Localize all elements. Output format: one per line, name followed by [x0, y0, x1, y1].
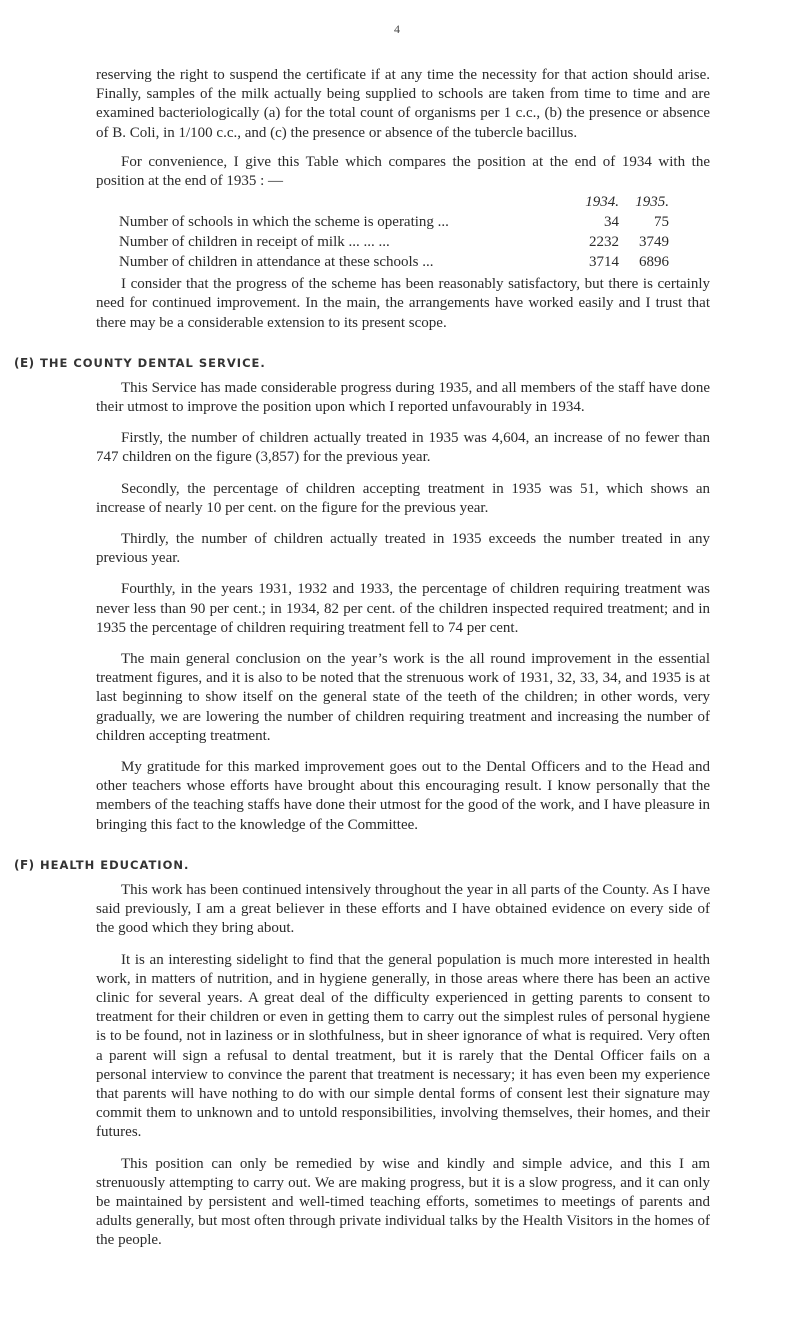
- after-table-paragraph: I consider that the progress of the scheme has been reasonably satisfactory, but there is certainly need for continued improvement. In the main, the arrangements have worked easily and I trust that there may be a considerable extension to its present scope.: [96, 276, 710, 331]
- table-row: [119, 231, 669, 251]
- section-e-paragraph: Secondly, the percentage of children accepting treatment in 1935 was 51, which shows an increase of nearly 10 per cent. on the figure for the previous year.: [96, 480, 710, 516]
- row-label: Number of children in receipt of milk ... ... ...: [119, 234, 390, 251]
- page-body: [14, 66, 710, 1251]
- row-label: Number of schools in which the scheme is operating ...: [119, 214, 449, 231]
- section-f-paragraph: This work has been continued intensively throughout the year in all parts of the County. As I have said previously, I am a great believer in these efforts and I have obtained evidence on every side of the good which they bring about.: [96, 881, 710, 937]
- intro-paragraph-1: reserving the right to suspend the certificate if at any time the necessity for that action should arise. Finally, samples of the milk actually being supplied to schools are taken from time to time and are examined bacteriologically (a) for the total count of organisms per 1 c.c., (b) the presence or absence of B. Coli, in 1/100 c.c., and (c) the presence or absence of the tubercle bacillus.: [96, 67, 710, 141]
- table-row: [119, 211, 669, 231]
- col-1934-header: 1934.: [585, 194, 619, 211]
- value-1934: 3714: [589, 254, 619, 271]
- value-1935: 3749: [639, 234, 669, 251]
- section-f-paragraph: This position can only be remedied by wise and kindly and simple advice, and this I am strenuously attempting to carry out. We are making progress, but it is a slow progress, and it can only be maintained by persistent and well-timed teaching efforts, sometimes to meetings of parents and adults generally, but most often through private individual talks by the Health Visitors in the homes of the people.: [96, 1155, 710, 1249]
- milk-scheme-table: [119, 191, 669, 271]
- section-e-paragraph: Thirdly, the number of children actually treated in 1935 exceeds the number treated in any previous year.: [96, 531, 710, 567]
- section-e-paragraph: The main general conclusion on the year’s work is the all round improvement in the essential treatment figures, and it is also to be noted that the strenuous work of 1931, 32, 33, 34, and 1935 is at last beginning to show itself on the general state of the teeth of the children; in other words, very gradually, we are lowering the number of children requiring treatment and increasing the number of children accepting treatment.: [96, 651, 710, 744]
- table-header-row: [119, 191, 669, 211]
- col-1935-header: 1935.: [635, 194, 669, 211]
- row-label: Number of children in attendance at these schools ...: [119, 254, 434, 271]
- section-f-paragraph: It is an interesting sidelight to find that the general population is much more interested in health work, in matters of nutrition, and in hygiene generally, in those areas where there has been an active clinic for several years. A great deal of the difficulty experienced in getting parents to consent to treatment for their children or even in getting them to carry out the simplest rules of personal hygiene is to be found, not in laziness or in slothfulness, but in sheer ignorance of what is required. Very often a parent will sign a refusal to dental treatment, but it is rarely that the Dental Officer fails on a personal interview to convince the parent that treatment is necessary; it has even been my experience that parents will have nothing to do with our simple dental forms of consent lest their signature may commit them to unknown and to untold responsibilities, involving themselves, their homes, and their futures.: [96, 951, 710, 1141]
- intro-paragraph-2: For convenience, I give this Table which compares the position at the end of 1934 with the position at the end of 1935 : —: [96, 153, 710, 190]
- section-e-paragraph: Firstly, the number of children actually treated in 1935 was 4,604, an increase of no fewer than 747 children on the figure (3,857) for the previous year.: [96, 430, 710, 466]
- section-e-heading: [14, 355, 710, 373]
- value-1935: 75: [654, 214, 669, 231]
- section-e-title: THE COUNTY DENTAL SERVICE.: [40, 355, 266, 370]
- section-e-paragraph: Fourthly, in the years 1931, 1932 and 1933, the percentage of children requiring treatment was never less than 90 per cent.; in 1934, 82 per cent. of the children inspected required treatment; and in 1935 the percentage of children requiring treatment fell to 74 per cent.: [96, 581, 710, 636]
- table-row: [119, 251, 669, 271]
- value-1934: 34: [604, 214, 619, 231]
- section-e-paragraph: This Service has made considerable progress during 1935, and all members of the staff have done their utmost to improve the position upon which I reported unfavourably in 1934.: [96, 379, 710, 416]
- section-e-paragraph: My gratitude for this marked improvement goes out to the Dental Officers and to the Head and other teachers whose efforts have brought about this encouraging result. I know personally that the members of the teaching staffs have done their utmost for the good of the work, and I have pleasure in bringing this fact to the knowledge of the Committee.: [96, 759, 710, 833]
- section-f-letter: (F): [14, 857, 35, 872]
- section-f-title: HEALTH EDUCATION.: [40, 857, 190, 872]
- value-1934: 2232: [589, 234, 619, 251]
- page-number: 4: [394, 22, 400, 36]
- value-1935: 6896: [639, 254, 669, 271]
- section-f-heading: [14, 857, 710, 875]
- section-e-letter: (E): [14, 355, 35, 370]
